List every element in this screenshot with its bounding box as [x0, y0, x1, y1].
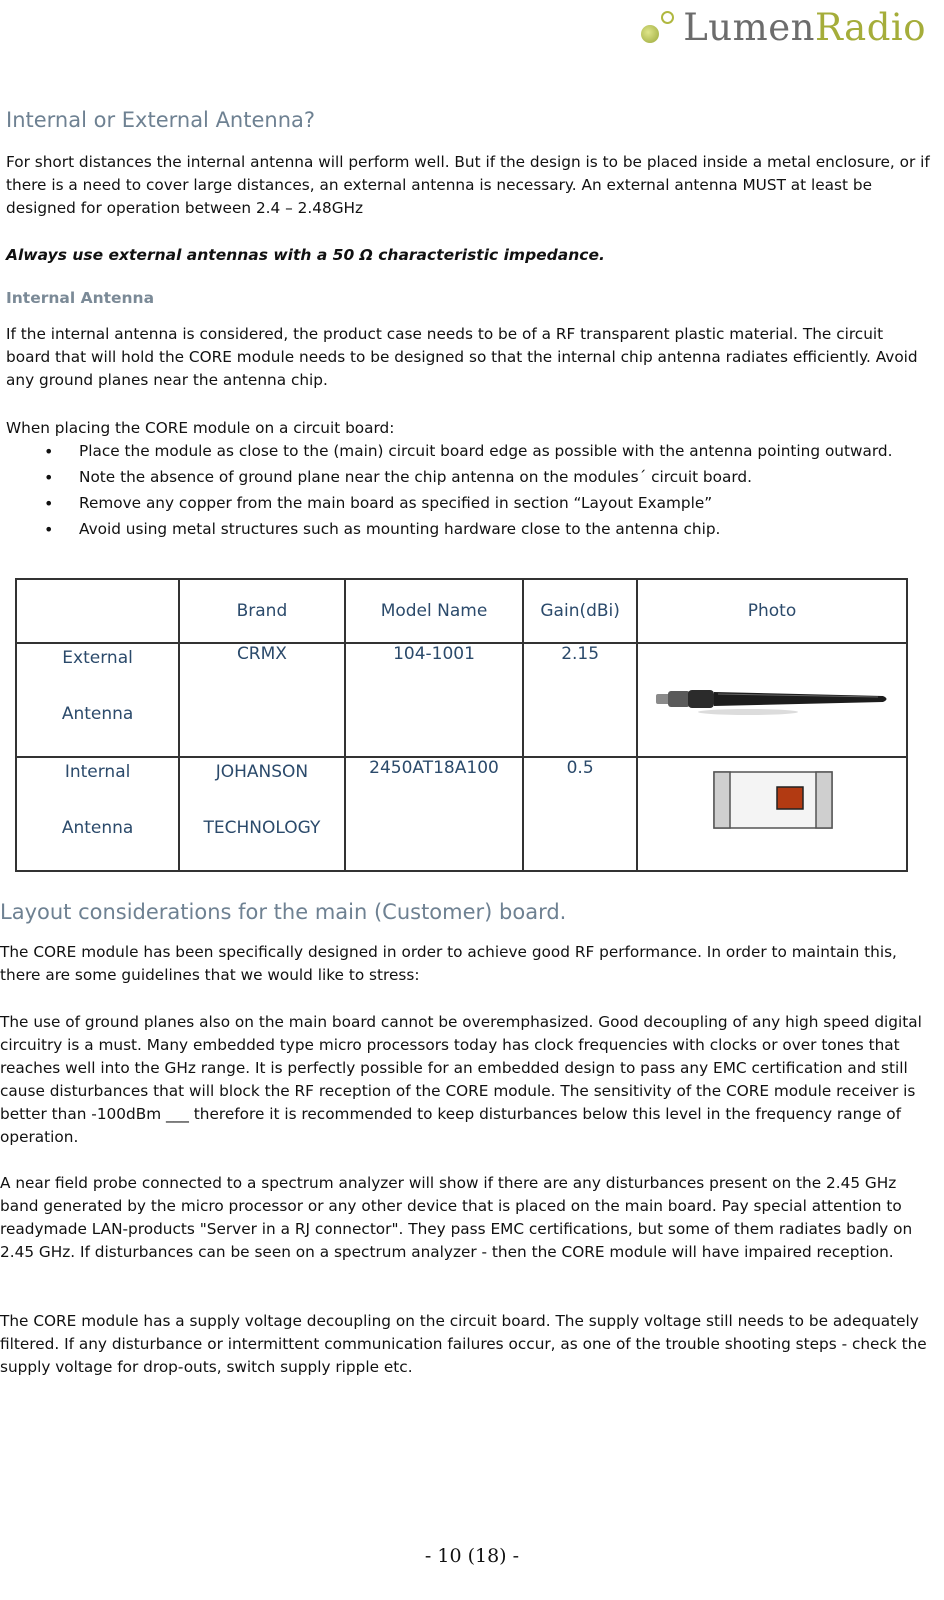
layout-paragraph-4: The CORE module has a supply voltage decoupling on the circuit board. The supply voltage still needs to be adequately filtered. If any disturbance or intermittent communication failures occur, as one of the trouble shooting steps - check the supply voltage for drop-outs, switch supply ripple etc. [0, 1312, 927, 1376]
antenna-type-cell [16, 643, 179, 757]
whip-antenna-photo-icon [638, 644, 906, 754]
table-header-brand: Brand [179, 579, 345, 643]
table-row [16, 643, 907, 757]
list-item: • Place the module as close to the (main) circuit board edge as possible with the antenna pointing outward. [0, 440, 920, 463]
layout-paragraph-3: A near field probe connected to a spectrum analyzer will show if there are any disturbances present on the 2.45 GHz band generated by the micro processor or any other device that is placed on the main board. Pay special attention to readymade LAN-products "Server in a RJ connector". They pass EMC certifications, but some of them radiates badly on 2.45 GHz. If disturbances can be seen on a spectrum analyzer - then the CORE module will have impaired reception. [0, 1174, 913, 1261]
photo-cell [637, 643, 907, 757]
table-header-row [16, 579, 907, 643]
table-header-empty [16, 579, 179, 643]
list-item: • Avoid using metal structures such as mounting hardware close to the antenna chip. [0, 518, 920, 541]
list-item: • Remove any copper from the main board as specified in section “Layout Example” [0, 492, 920, 515]
type-line: Internal [64, 762, 131, 782]
table-header-model: Model Name [345, 579, 524, 643]
gain-cell: 2.15 [523, 643, 637, 757]
gain-cell: 0.5 [523, 757, 637, 871]
internal-antenna-heading: Internal Antenna [6, 289, 155, 307]
placement-guidelines-list [0, 440, 920, 544]
logo-text-lumen: Lumen [683, 5, 815, 49]
layout-paragraph-1: The CORE module has been specifically designed in order to achieve good RF performance. In order to maintain this, there are some guidelines that we would like to stress: [0, 943, 897, 984]
impedance-note: Always use external antennas with a 50 Ω characteristic impedance. [6, 246, 605, 264]
photo-cell [637, 757, 907, 871]
intro-paragraph: For short distances the internal antenna will perform well. But if the design is to be placed inside a metal enclosure, or if there is a need to cover large distances, an external antenna is necessary. An external antenna MUST at least be designed for operation between 2.4 – 2.48GHz [6, 153, 930, 217]
section-title-antenna: Internal or External Antenna? [6, 108, 316, 132]
page-number: - 10 (18) - [424, 1545, 520, 1567]
layout-considerations-heading: Layout considerations for the main (Customer) board. [0, 900, 567, 924]
chip-antenna-photo-icon [638, 758, 906, 868]
table-row [16, 757, 907, 871]
brand-line: JOHANSON [215, 762, 309, 782]
table-header-photo: Photo [637, 579, 907, 643]
brand-cell: CRMX [179, 643, 345, 757]
brand-line: TECHNOLOGY [203, 818, 321, 838]
internal-antenna-paragraph: If the internal antenna is considered, the product case needs to be of a RF transparent plastic material. The circuit board that will hold the CORE module needs to be designed so that the internal chip antenna radiates efficiently. Avoid any ground planes near the antenna chip. [6, 325, 918, 389]
list-item: • Note the absence of ground plane near the chip antenna on the modules´ circuit board. [0, 466, 920, 489]
logo-dots-icon [637, 7, 677, 47]
model-cell: 2450AT18A100 [345, 757, 524, 871]
antenna-table [15, 578, 908, 872]
brand-cell [179, 757, 345, 871]
logo-text-radio: Radio [814, 5, 926, 49]
type-line: Antenna [61, 818, 134, 838]
model-cell: 104-1001 [345, 643, 524, 757]
type-line: Antenna [61, 704, 134, 724]
table-header-gain: Gain(dBi) [523, 579, 637, 643]
layout-paragraph-2: The use of ground planes also on the main board cannot be overemphasized. Good decoupling of any high speed digital circuitry is a must. Many embedded type micro processors today has clock frequencies with clocks or over tones that reaches well into the GHz range. It is perfectly possible for an embedded design to pass any EMC certification and still cause disturbances that will block the RF reception of the CORE module. The sensitivity of the CORE module receiver is better than -100dBm ___ therefore it is recommended to keep disturbances below this level in the frequency range of operation. [0, 1013, 922, 1146]
antenna-type-cell [16, 757, 179, 871]
type-line: External [62, 648, 133, 668]
lumenradio-logo [637, 4, 926, 50]
placing-intro: When placing the CORE module on a circuit board: [6, 419, 395, 437]
